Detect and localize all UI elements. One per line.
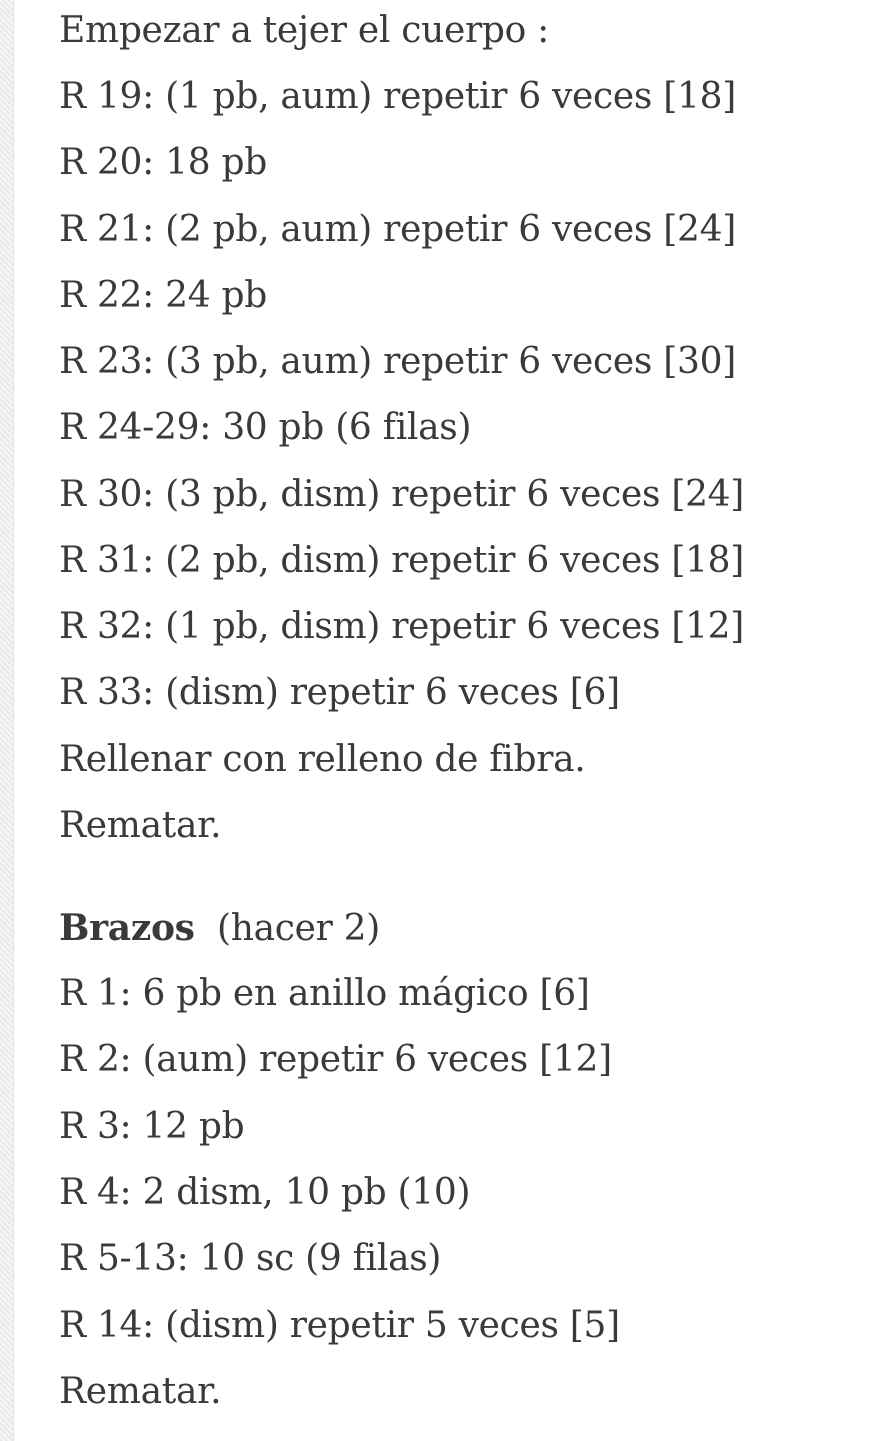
body-round: R 31: (2 pb, dism) repetir 6 veces [18] bbox=[59, 540, 745, 581]
body-round: R 32: (1 pb, dism) repetir 6 veces [12] bbox=[59, 606, 745, 647]
arms-title: Brazos bbox=[59, 907, 195, 949]
body-instruction: Rellenar con relleno de fibra. bbox=[59, 739, 586, 780]
arms-round: R 3: 12 pb bbox=[59, 1106, 245, 1147]
arms-instruction: Rematar. bbox=[59, 1371, 222, 1412]
body-instruction: Rematar. bbox=[59, 805, 222, 846]
arms-round: R 1: 6 pb en anillo mágico [6] bbox=[59, 973, 590, 1014]
body-round: R 20: 18 pb bbox=[59, 142, 267, 183]
body-round: R 22: 24 pb bbox=[59, 275, 267, 316]
pattern-text bbox=[59, 0, 879, 1441]
arms-round: R 5-13: 10 sc (9 filas) bbox=[59, 1238, 442, 1279]
arms-round: R 4: 2 dism, 10 pb (10) bbox=[59, 1172, 471, 1213]
body-round: R 19: (1 pb, aum) repetir 6 veces [18] bbox=[59, 76, 736, 117]
body-intro: Empezar a tejer el cuerpo : bbox=[59, 10, 549, 51]
body-round: R 23: (3 pb, aum) repetir 6 veces [30] bbox=[59, 341, 736, 382]
body-round: R 21: (2 pb, aum) repetir 6 veces [24] bbox=[59, 209, 736, 250]
arms-note: (hacer 2) bbox=[216, 908, 381, 949]
body-round: R 24-29: 30 pb (6 filas) bbox=[59, 407, 472, 448]
arms-round: R 2: (aum) repetir 6 veces [12] bbox=[59, 1039, 612, 1080]
body-round: R 30: (3 pb, dism) repetir 6 veces [24] bbox=[59, 474, 745, 515]
arms-round: R 14: (dism) repetir 5 veces [5] bbox=[59, 1305, 620, 1346]
arms-heading bbox=[59, 906, 380, 951]
page-left-edge bbox=[0, 0, 14, 1441]
body-round: R 33: (dism) repetir 6 veces [6] bbox=[59, 672, 620, 713]
